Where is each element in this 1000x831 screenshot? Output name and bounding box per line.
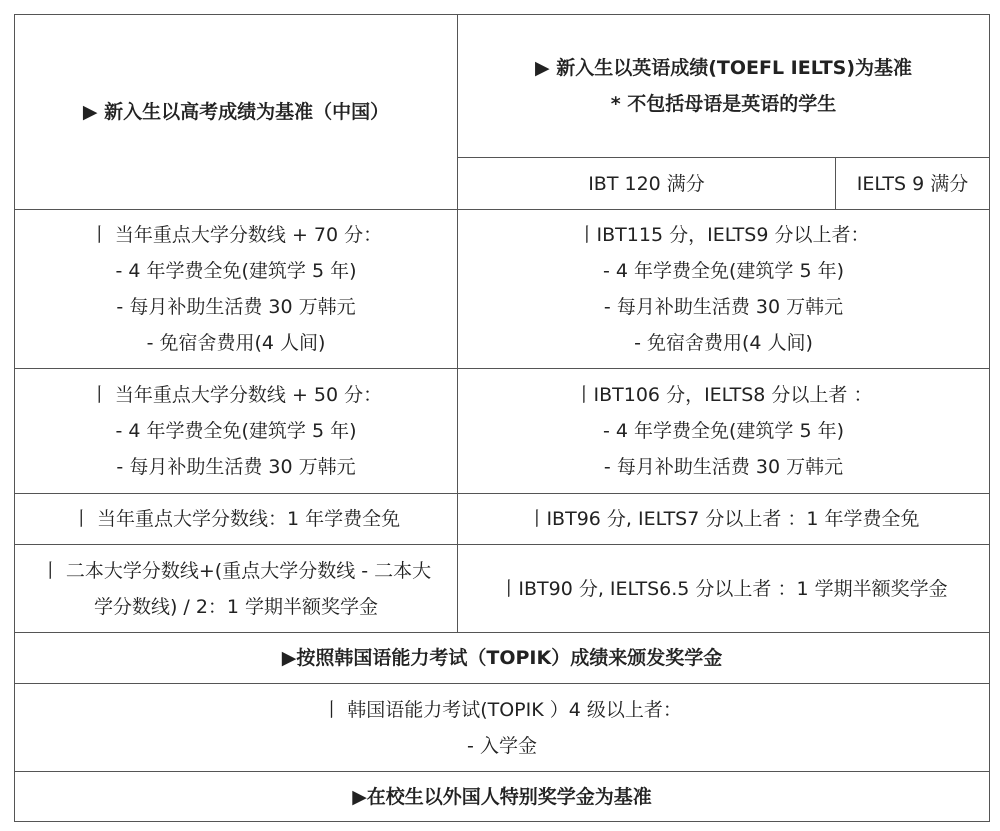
ibt-full-score-cell [458, 158, 836, 210]
tier-3-gaokao-cell [15, 494, 458, 545]
english-header-cell [458, 15, 990, 158]
tier-3-english-line: 丨IBT96 分, IELTS7 分以上者 ：1 年学费全免 [527, 508, 920, 530]
tier-1-english-cell [458, 210, 990, 369]
footer-row [15, 772, 990, 822]
topik-detail-line: 丨 韩国语能力考试(TOPIK ）4 级以上者： [322, 698, 682, 721]
footer-title-cell [15, 772, 990, 822]
tier-row-3 [15, 494, 990, 545]
tier-2-gaokao-cell [15, 369, 458, 494]
scholarship-table-wrapper [14, 14, 990, 822]
english-header-title: ▶ 新入生以英语成绩(TOEFL IELTS)为基准 [534, 57, 913, 79]
gaokao-header-cell [15, 15, 458, 210]
english-header-note: * 不包括母语是英语的学生 [610, 93, 837, 115]
ielts-full-score-label: IELTS 9 满分 [856, 172, 969, 195]
tier-3-english-cell [458, 494, 990, 545]
header-row [15, 15, 990, 158]
tier-1-gaokao-line: 丨 当年重点大学分数线 + 70 分： [89, 224, 383, 246]
tier-4-gaokao-line: 学分数线) / 2：1 学期半额奖学金 [93, 595, 379, 618]
tier-2-gaokao-line: - 4 年学费全免(建筑学 5 年) [115, 420, 357, 442]
tier-1-gaokao-line: - 4 年学费全免(建筑学 5 年) [115, 260, 357, 282]
tier-2-gaokao-line: 丨 当年重点大学分数线 + 50 分： [89, 384, 383, 406]
topik-title-row [15, 633, 990, 684]
tier-3-gaokao-line: 丨 当年重点大学分数线：1 年学费全免 [71, 508, 401, 530]
topik-detail-cell [15, 684, 990, 772]
gaokao-header-title: ▶ 新入生以高考成绩为基准（中国） [82, 101, 390, 123]
tier-2-english-line: 丨IBT106 分，IELTS8 分以上者 ： [574, 384, 873, 406]
tier-4-gaokao-cell [15, 545, 458, 633]
scholarship-table [14, 14, 990, 822]
topik-title: ▶按照韩国语能力考试（TOPIK）成绩来颁发奖学金 [281, 647, 723, 669]
footer-title: ▶在校生以外国人特别奖学金为基准 [352, 785, 652, 808]
tier-4-english-line: 丨IBT90 分, IELTS6.5 分以上者 ：1 学期半额奖学金 [499, 577, 948, 600]
tier-2-english-cell [458, 369, 990, 494]
topik-detail-row [15, 684, 990, 772]
tier-1-gaokao-cell [15, 210, 458, 369]
tier-1-english-line: - 每月补助生活费 30 万韩元 [603, 296, 844, 318]
tier-2-english-line: - 每月补助生活费 30 万韩元 [603, 456, 844, 478]
topik-detail-line: - 入学金 [467, 734, 537, 757]
tier-2-gaokao-line: - 每月补助生活费 30 万韩元 [116, 456, 356, 478]
tier-1-english-line: 丨IBT115 分，IELTS9 分以上者： [577, 224, 870, 246]
tier-4-english-cell [458, 545, 990, 633]
ibt-full-score-label: IBT 120 满分 [588, 172, 705, 195]
tier-row-4 [15, 545, 990, 633]
tier-1-english-line: - 免宿舍费用(4 人间) [634, 332, 813, 354]
topik-title-cell [15, 633, 990, 684]
tier-1-english-line: - 4 年学费全免(建筑学 5 年) [602, 260, 845, 282]
tier-row-1 [15, 210, 990, 369]
tier-2-english-line: - 4 年学费全免(建筑学 5 年) [602, 420, 845, 442]
ielts-full-score-cell [836, 158, 990, 210]
tier-row-2 [15, 369, 990, 494]
tier-1-gaokao-line: - 免宿舍费用(4 人间) [146, 332, 326, 354]
tier-1-gaokao-line: - 每月补助生活费 30 万韩元 [116, 296, 356, 318]
tier-4-gaokao-line: 丨 二本大学分数线+(重点大学分数线 - 二本大 [40, 559, 432, 582]
